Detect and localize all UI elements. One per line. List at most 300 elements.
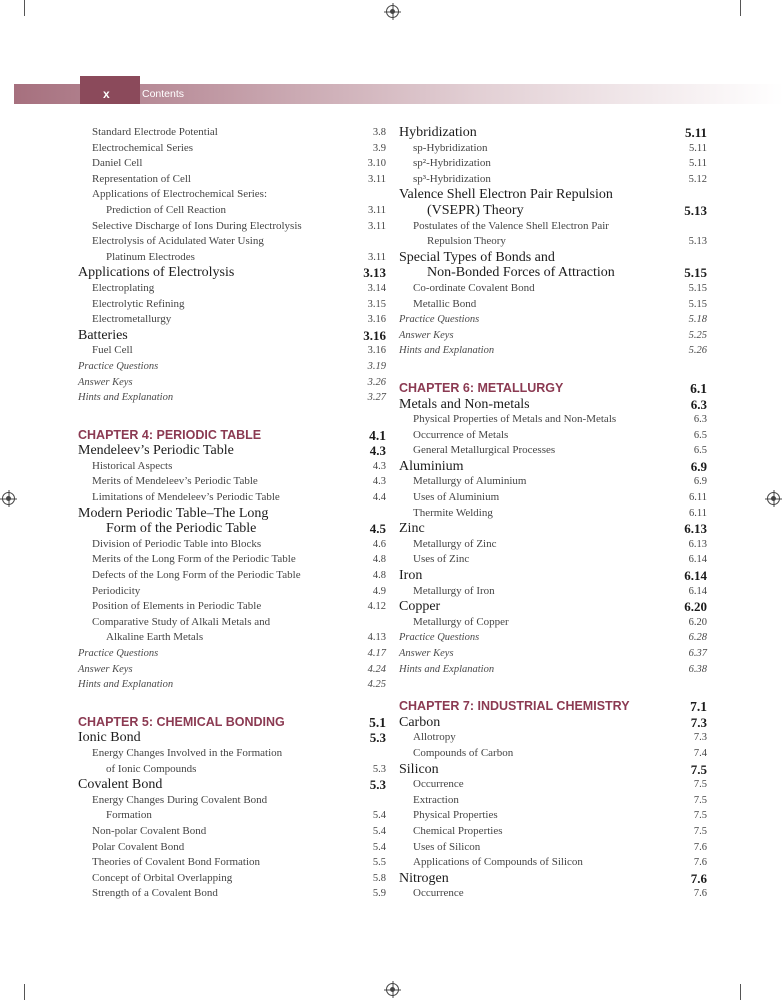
toc-entry-page: 5.15 (688, 298, 707, 310)
toc-entry-title-line: Prediction of Cell Reaction (106, 203, 227, 216)
toc-entry-title-line: Chemical Properties (413, 824, 503, 837)
toc-entry-page: 5.3 (372, 763, 386, 775)
toc-entry-title (78, 490, 367, 506)
toc-entry-page: 6.37 (688, 648, 707, 659)
toc-entry-misc (399, 328, 707, 344)
toc-entry-title (399, 156, 683, 172)
toc-entry-misc (399, 630, 707, 646)
toc-entry-title-line: Allotropy (413, 731, 456, 744)
toc-entry-title-line: Carbon (399, 714, 441, 730)
toc-entry-misc (399, 662, 707, 678)
toc-entry-title (78, 265, 357, 281)
toc-entry-page: 7.5 (693, 794, 707, 806)
toc-entry-title (78, 428, 363, 444)
toc-entry-title (78, 390, 362, 406)
toc-entry-title-line: Special Types of Bonds and (399, 249, 555, 265)
toc-entry-page: 6.14 (684, 568, 707, 584)
registration-mark-icon (386, 5, 399, 18)
toc-entry-page: 6.20 (684, 599, 707, 615)
toc-entry-page: 6.3 (690, 396, 707, 412)
toc-entry-sub (399, 172, 707, 188)
toc-entry-page: 7.5 (690, 761, 707, 777)
toc-entry-sub (78, 584, 386, 600)
toc-entry-title (399, 699, 684, 715)
toc-entry-title-line: Hints and Explanation (399, 663, 495, 675)
toc-entry-main (399, 762, 707, 778)
toc-entry-title (399, 855, 688, 871)
registration-mark-icon (767, 492, 780, 505)
toc-entry-page: 6.28 (688, 632, 707, 644)
toc-entry-title-line: Physical Properties of Metals and Non-Metals (413, 413, 617, 426)
toc-entry-title (78, 234, 362, 265)
toc-entry-sub (399, 156, 707, 172)
toc-entry-sub (399, 584, 707, 600)
toc-entry-title-line: Answer Keys (78, 663, 133, 675)
toc-entry-title-line: Covalent Bond (78, 777, 163, 793)
toc-entry-title (399, 730, 688, 746)
toc-entry-title-line: Practice Questions (399, 632, 480, 644)
toc-entry-title (78, 537, 367, 553)
toc-entry-title (399, 474, 688, 490)
toc-entry-title (399, 762, 685, 778)
toc-entry-title-line: Platinum Electrodes (106, 250, 195, 263)
toc-entry-title-line: Concept of Orbital Overlapping (92, 871, 233, 884)
toc-entry-main (78, 506, 386, 537)
toc-entry-title (78, 715, 363, 731)
toc-entry-title-line: Limitations of Mendeleev’s Periodic Table (92, 491, 280, 504)
toc-entry-title-line: Occurrence of Metals (413, 428, 509, 441)
toc-entry-title-line: Merits of the Long Form of the Periodic Table (92, 553, 296, 566)
toc-entry-title-line: Repulsion Theory (427, 235, 506, 248)
toc-entry-page: 6.11 (689, 492, 707, 504)
toc-entry-title (399, 662, 683, 678)
toc-entry-title-line: Representation of Cell (92, 172, 191, 185)
toc-entry-sub (78, 141, 386, 157)
toc-entry-sub (78, 746, 386, 777)
toc-entry-title (399, 646, 683, 662)
toc-entry-page: 5.5 (372, 857, 386, 869)
toc-entry-page: 7.3 (693, 732, 707, 744)
toc-entry-title-line: Theories of Covalent Bond Formation (92, 856, 261, 869)
toc-entry-title (399, 397, 685, 413)
toc-entry-main (399, 125, 707, 141)
toc-entry-title (399, 630, 683, 646)
toc-entry-title (78, 777, 364, 793)
toc-entry-sub (399, 281, 707, 297)
toc-entry-title (78, 886, 367, 902)
toc-entry-page: 5.3 (369, 730, 386, 746)
toc-entry-title (399, 443, 688, 459)
toc-entry-sub (399, 886, 707, 902)
toc-entry-page: 3.14 (367, 282, 386, 294)
toc-entry-page: 5.4 (372, 810, 386, 822)
toc-entry-title-line: Polar Covalent Bond (92, 840, 185, 853)
toc-entry-page: 3.11 (368, 220, 386, 232)
toc-entry-page: 7.5 (693, 825, 707, 837)
toc-entry-sub (78, 474, 386, 490)
toc-entry-title-line: CHAPTER 5: CHEMICAL BONDING (78, 714, 285, 729)
toc-entry-main (78, 328, 386, 344)
toc-entry-misc (399, 343, 707, 359)
toc-entry-title (399, 584, 683, 600)
toc-entry-sub (78, 824, 386, 840)
toc-entry-page: 6.14 (688, 585, 707, 597)
toc-entry-title-line: Applications of Electrochemical Series: (92, 188, 268, 201)
toc-entry-title-line: of Ionic Compounds (106, 762, 197, 775)
page-number-box (80, 76, 140, 104)
toc-entry-page: 5.9 (372, 888, 386, 900)
toc-entry-page: 6.13 (688, 538, 707, 550)
toc-entry-title-line: Electrometallurgy (92, 313, 172, 326)
toc-entry-title-line: Alkaline Earth Metals (106, 631, 204, 644)
toc-entry-page: 6.11 (689, 507, 707, 519)
toc-entry-title-line: Batteries (78, 327, 128, 343)
toc-entry-sub (78, 219, 386, 235)
toc-entry-page: 5.15 (688, 282, 707, 294)
toc-entry-title-line: Thermite Welding (413, 506, 493, 519)
toc-entry-title-line: Hybridization (399, 125, 477, 140)
toc-entry-page: 3.11 (368, 251, 386, 263)
toc-entry-title (399, 599, 678, 615)
toc-entry-title-line: General Metallurgical Processes (413, 444, 556, 457)
toc-entry-page: 4.12 (367, 601, 386, 613)
toc-entry-page: 4.3 (369, 443, 386, 459)
toc-entry-title (399, 824, 688, 840)
toc-entry-page: 4.4 (372, 492, 386, 504)
toc-entry-page: 3.8 (372, 127, 386, 138)
toc-entry-title-line: sp-Hybridization (413, 141, 488, 154)
toc-entry-main (399, 871, 707, 887)
toc-entry-title-line: Applications of Electrolysis (78, 265, 235, 281)
toc-entry-title (78, 219, 362, 235)
toc-entry-title (399, 521, 678, 537)
toc-entry-misc (78, 390, 386, 406)
toc-entry-title (399, 281, 683, 297)
toc-entry-page: 3.10 (367, 158, 386, 170)
toc-entry-title-line: Copper (399, 599, 441, 615)
toc-entry-page: 3.13 (363, 265, 386, 281)
running-head: Contents (142, 88, 185, 100)
toc-entry-title-line: Energy Changes Involved in the Formation (92, 746, 283, 759)
toc-entry-title-line: Hints and Explanation (78, 679, 174, 691)
toc-entry-title (399, 552, 683, 568)
toc-entry-title-line: Periodicity (92, 584, 141, 597)
toc-entry-page: 4.17 (367, 648, 386, 659)
toc-entry-title-line: Uses of Aluminium (413, 491, 500, 504)
toc-entry-title-line: Metallurgy of Copper (413, 615, 509, 628)
toc-entry-title-line: Modern Periodic Table–The Long (78, 505, 269, 521)
toc-entry-page: 5.11 (689, 142, 707, 154)
toc-entry-page: 4.6 (372, 538, 386, 550)
toc-entry-title-line: Uses of Silicon (413, 840, 481, 853)
toc-entry-title (78, 474, 367, 490)
toc-entry-title (399, 219, 683, 250)
toc-entry-title-line: Practice Questions (399, 314, 480, 326)
toc-entry-page: 7.6 (690, 870, 707, 886)
toc-entry-main (399, 250, 707, 281)
toc-entry-title (399, 343, 683, 359)
toc-entry-title-line: Practice Questions (78, 648, 159, 659)
toc-entry-title-line: CHAPTER 6: METALLURGY (399, 380, 564, 395)
toc-entry-sub (399, 443, 707, 459)
toc-entry-misc (399, 312, 707, 328)
toc-entry-page: 7.3 (690, 714, 707, 730)
toc-entry-sub (399, 777, 707, 793)
toc-entry-title-line: Silicon (399, 761, 439, 777)
toc-entry-misc (399, 646, 707, 662)
toc-entry-title (399, 746, 688, 762)
toc-entry-sub (78, 125, 386, 141)
toc-entry-sub (399, 428, 707, 444)
toc-entry-sub (399, 506, 707, 522)
toc-entry-title-line: Electroplating (92, 281, 155, 294)
toc-entry-title-line: Electrochemical Series (92, 141, 194, 154)
toc-entry-page: 6.13 (684, 521, 707, 537)
toc-entry-title-line: Answer Keys (78, 376, 133, 388)
toc-entry-chapter (399, 699, 707, 715)
crop-mark (24, 984, 25, 1000)
toc-entry-main (78, 443, 386, 459)
toc-entry-title (78, 141, 367, 157)
toc-entry-page: 7.5 (693, 810, 707, 822)
toc-entry-sub (78, 490, 386, 506)
toc-entry-title-line: Formation (106, 809, 152, 822)
toc-entry-title (399, 506, 683, 522)
toc-entry-chapter (78, 428, 386, 444)
toc-entry-page: 6.9 (693, 476, 707, 488)
toc-entry-page: 5.4 (372, 841, 386, 853)
toc-entry-page: 7.6 (693, 841, 707, 853)
toc-entry-page: 7.6 (693, 888, 707, 900)
toc-entry-title (399, 250, 678, 281)
toc-entry-title-line: Practice Questions (78, 360, 159, 372)
toc-entry-page: 7.1 (690, 699, 707, 715)
toc-entry-page: 7.4 (693, 747, 707, 759)
toc-entry-main (399, 397, 707, 413)
toc-entry-title-line: Energy Changes During Covalent Bond (92, 793, 268, 806)
toc-entry-page: 3.16 (367, 345, 386, 357)
toc-entry-title (78, 359, 362, 375)
toc-entry-page: 5.3 (369, 777, 386, 793)
toc-entry-page: 6.9 (690, 458, 707, 474)
toc-entry-title (78, 646, 362, 662)
toc-entry-title-line: Defects of the Long Form of the Periodic Table (92, 569, 301, 582)
toc-entry-main (399, 568, 707, 584)
toc-entry-sub (399, 219, 707, 250)
toc-entry-sub (399, 412, 707, 428)
toc-entry-title-line: CHAPTER 7: INDUSTRIAL CHEMISTRY (399, 699, 630, 714)
toc-entry-title (399, 141, 683, 157)
toc-entry-page: 5.26 (688, 345, 707, 357)
toc-entry-page: 6.14 (688, 554, 707, 566)
toc-entry-misc (78, 375, 386, 391)
toc-entry-sub (78, 459, 386, 475)
toc-entry-page: 3.27 (367, 392, 386, 404)
toc-entry-main (78, 265, 386, 281)
toc-entry-misc (78, 646, 386, 662)
toc-entry-sub (399, 840, 707, 856)
toc-entry-title-line: Standard Electrode Potential (92, 126, 218, 138)
toc-entry-sub (78, 172, 386, 188)
toc-entry-sub (78, 297, 386, 313)
toc-entry-title (399, 777, 688, 793)
toc-entry-title (399, 459, 685, 475)
toc-entry-sub (78, 793, 386, 824)
toc-entry-title (399, 297, 683, 313)
toc-entry-title (78, 615, 362, 646)
toc-entry-title-line: (VSEPR) Theory (427, 202, 524, 218)
toc-entry-page: 4.24 (367, 663, 386, 675)
toc-entry-page: 5.15 (684, 265, 707, 281)
toc-entry-title-line: Iron (399, 568, 423, 584)
toc-entry-title-line: Extraction (413, 793, 459, 806)
toc-entry-page: 7.6 (693, 857, 707, 869)
toc-entry-title-line: Non-polar Covalent Bond (92, 824, 207, 837)
toc-entry-sub (399, 793, 707, 809)
toc-entry-sub (399, 474, 707, 490)
toc-entry-page: 3.11 (368, 173, 386, 185)
toc-entry-title (78, 746, 367, 777)
toc-entry-title-line: Comparative Study of Alkali Metals and (92, 615, 271, 628)
toc-entry-title (399, 172, 683, 188)
toc-entry-title-line: Non-Bonded Forces of Attraction (427, 265, 615, 281)
toc-entry-title (78, 552, 367, 568)
toc-entry-title (399, 490, 683, 506)
toc-entry-title (78, 375, 362, 391)
toc-entry-title (78, 677, 362, 693)
toc-entry-title-line: Answer Keys (399, 648, 454, 659)
page-number: x (103, 87, 110, 101)
toc-entry-main (399, 599, 707, 615)
toc-entry-title (78, 871, 367, 887)
toc-entry-misc (78, 677, 386, 693)
toc-entry-title (399, 428, 688, 444)
toc-left-column (78, 125, 386, 902)
toc-entry-title-line: Electrolytic Refining (92, 297, 185, 310)
toc-entry-title-line: Nitrogen (399, 870, 449, 886)
toc-entry-page: 4.8 (372, 570, 386, 582)
toc-entry-main (78, 777, 386, 793)
toc-entry-title-line: Strength of a Covalent Bond (92, 887, 218, 900)
toc-entry-title-line: sp³-Hybridization (413, 172, 491, 185)
toc-entry-title (78, 855, 367, 871)
toc-entry-title (78, 328, 357, 344)
crop-mark (740, 984, 741, 1000)
toc-entry-title (399, 312, 683, 328)
toc-entry-title-line: Occurrence (413, 778, 464, 791)
toc-entry-title (78, 662, 362, 678)
registration-mark-icon (386, 983, 399, 996)
toc-entry-page: 5.8 (372, 872, 386, 884)
toc-entry-page: 4.1 (369, 427, 386, 443)
toc-entry-title-line: Applications of Compounds of Silicon (413, 856, 583, 869)
toc-entry-page: 3.16 (363, 327, 386, 343)
toc-entry-title (78, 125, 367, 141)
toc-entry-sub (78, 537, 386, 553)
toc-entry-page: 4.5 (369, 521, 386, 537)
toc-entry-sub (78, 552, 386, 568)
toc-entry-sub (78, 855, 386, 871)
toc-entry-title-line: Occurrence (413, 887, 464, 900)
toc-entry-page: 5.1 (369, 714, 386, 730)
toc-entry-title (78, 297, 362, 313)
toc-entry-page: 4.9 (372, 585, 386, 597)
toc-entry-page: 4.25 (367, 679, 386, 691)
toc-entry-title (399, 871, 685, 887)
toc-entry-title (399, 125, 679, 141)
toc-entry-title (399, 412, 688, 428)
toc-entry-title (399, 187, 678, 218)
toc-entry-page: 5.25 (688, 329, 707, 341)
toc-entry-title (399, 808, 688, 824)
toc-entry-title-line: Historical Aspects (92, 459, 173, 472)
toc-entry-title-line: Zinc (399, 521, 425, 537)
toc-entry-title-line: CHAPTER 4: PERIODIC TABLE (78, 427, 262, 442)
toc-entry-title-line: Compounds of Carbon (413, 746, 514, 759)
toc-entry-title-line: Physical Properties (413, 809, 498, 822)
toc-entry-title (78, 156, 362, 172)
toc-entry-title-line: Postulates of the Valence Shell Electron Pair (413, 219, 609, 232)
toc-entry-sub (399, 746, 707, 762)
toc-entry-title (399, 537, 683, 553)
toc-entry-sub (78, 615, 386, 646)
toc-entry-title-line: Co-ordinate Covalent Bond (413, 281, 535, 294)
toc-entry-page: 3.11 (368, 204, 386, 216)
toc-entry-page: 5.11 (689, 158, 707, 170)
toc-entry-title (78, 840, 367, 856)
toc-entry-page: 4.3 (372, 460, 386, 472)
toc-entry-title-line: Metals and Non-metals (399, 396, 530, 412)
toc-entry-title (399, 840, 688, 856)
toc-entry-title (78, 793, 367, 824)
toc-entry-page: 6.5 (693, 445, 707, 457)
toc-entry-title-line: Metallic Bond (413, 297, 477, 310)
toc-entry-sub (78, 871, 386, 887)
toc-entry-title-line: Metallurgy of Aluminium (413, 475, 527, 488)
toc-entry-title (399, 715, 685, 731)
toc-entry-sub (78, 343, 386, 359)
toc-entry-page: 5.13 (688, 236, 707, 248)
toc-entry-title-line: Valence Shell Electron Pair Repulsion (399, 187, 613, 203)
toc-entry-title-line: Merits of Mendeleev’s Periodic Table (92, 475, 258, 488)
toc-entry-page: 6.5 (693, 429, 707, 441)
toc-entry-title-line: Answer Keys (399, 329, 454, 341)
toc-entry-sub (78, 234, 386, 265)
toc-entry-title (78, 506, 364, 537)
toc-entry-title (78, 281, 362, 297)
toc-entry-sub (399, 855, 707, 871)
toc-entry-title-line: Mendeleev’s Periodic Table (78, 443, 234, 459)
toc-entry-title (78, 730, 364, 746)
toc-entry-title (78, 599, 362, 615)
toc-entry-title (78, 172, 362, 188)
toc-entry-title-line: Hints and Explanation (78, 392, 174, 404)
toc-entry-title (399, 381, 684, 397)
toc-entry-sub (78, 156, 386, 172)
toc-entry-title-line: Electrolysis of Acidulated Water Using (92, 235, 264, 248)
toc-entry-title-line: Daniel Cell (92, 157, 143, 170)
toc-entry-title (78, 312, 362, 328)
toc-entry-main (78, 730, 386, 746)
toc-entry-sub (399, 808, 707, 824)
toc-entry-page: 5.18 (688, 314, 707, 326)
toc-entry-title (399, 328, 683, 344)
toc-entry-title (399, 568, 678, 584)
toc-entry-title (399, 793, 688, 809)
toc-entry-title-line: Metallurgy of Zinc (413, 537, 497, 550)
toc-entry-title-line: sp²-Hybridization (413, 157, 491, 170)
registration-mark-icon (2, 492, 15, 505)
